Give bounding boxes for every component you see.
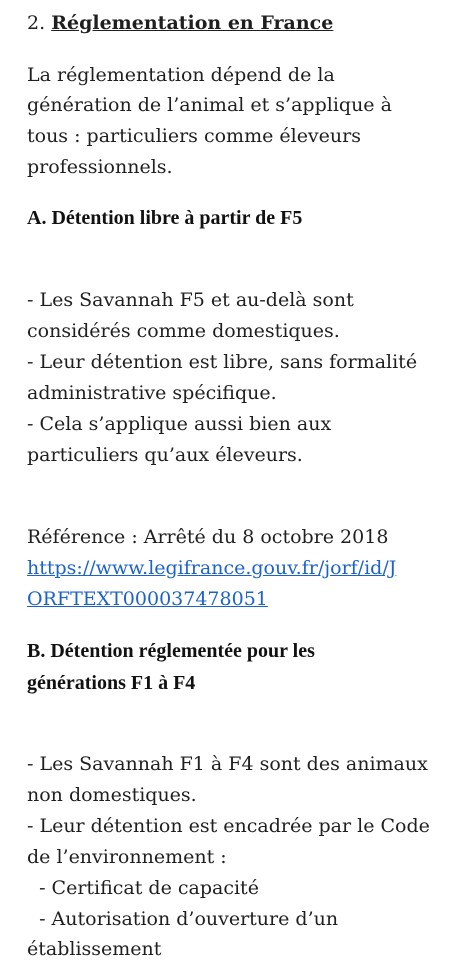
reference-label: Référence : Arrêté du 8 octobre 2018 — [27, 526, 389, 548]
subsection-a-line-5: - Cela s’applique aussi bien aux — [27, 413, 332, 435]
subsection-b-line-3: - Leur détention est encadrée par le Code — [27, 815, 430, 837]
subsection-a-line-1: - Les Savannah F5 et au-delà sont — [27, 289, 354, 311]
subsection-a-line-4: administrative spécifique. — [27, 382, 277, 404]
subsection-b-line-5: - Certificat de capacité — [27, 877, 259, 899]
intro-line-2: génération de l’animal et s’applique à — [27, 94, 392, 116]
subsection-b-heading-line-2: générations F1 à F4 — [27, 672, 196, 694]
subsection-b-heading-line-1: B. Détention réglementée pour les — [27, 640, 315, 662]
subsection-b-line-2: non domestiques. — [27, 784, 197, 806]
subsection-b-line-4: de l’environnement : — [27, 846, 227, 868]
subsection-a-heading: A. Détention libre à partir de F5 — [27, 207, 303, 229]
subsection-a-line-2: considérés comme domestiques. — [27, 320, 340, 342]
reference-link-line-1[interactable]: https://www.legifrance.gouv.fr/jorf/id/J — [27, 557, 397, 579]
reference-link-line-2[interactable]: ORFTEXT000037478051 — [27, 588, 268, 610]
subsection-a-line-3: - Leur détention est libre, sans formalité — [27, 351, 418, 373]
section-title-text: Réglementation en France — [51, 12, 334, 34]
subsection-a-line-6: particuliers qu’aux éleveurs. — [27, 444, 303, 466]
subsection-b-line-1: - Les Savannah F1 à F4 sont des animaux — [27, 753, 428, 775]
subsection-b-line-7: établissement — [27, 938, 162, 960]
intro-line-3: tous : particuliers comme éleveurs — [27, 125, 361, 147]
section-number: 2. — [27, 12, 46, 34]
subsection-b-line-6: - Autorisation d’ouverture d’un — [27, 908, 339, 930]
intro-line-4: professionnels. — [27, 156, 173, 178]
section-title — [27, 10, 333, 36]
intro-line-1: La réglementation dépend de la — [27, 64, 335, 86]
